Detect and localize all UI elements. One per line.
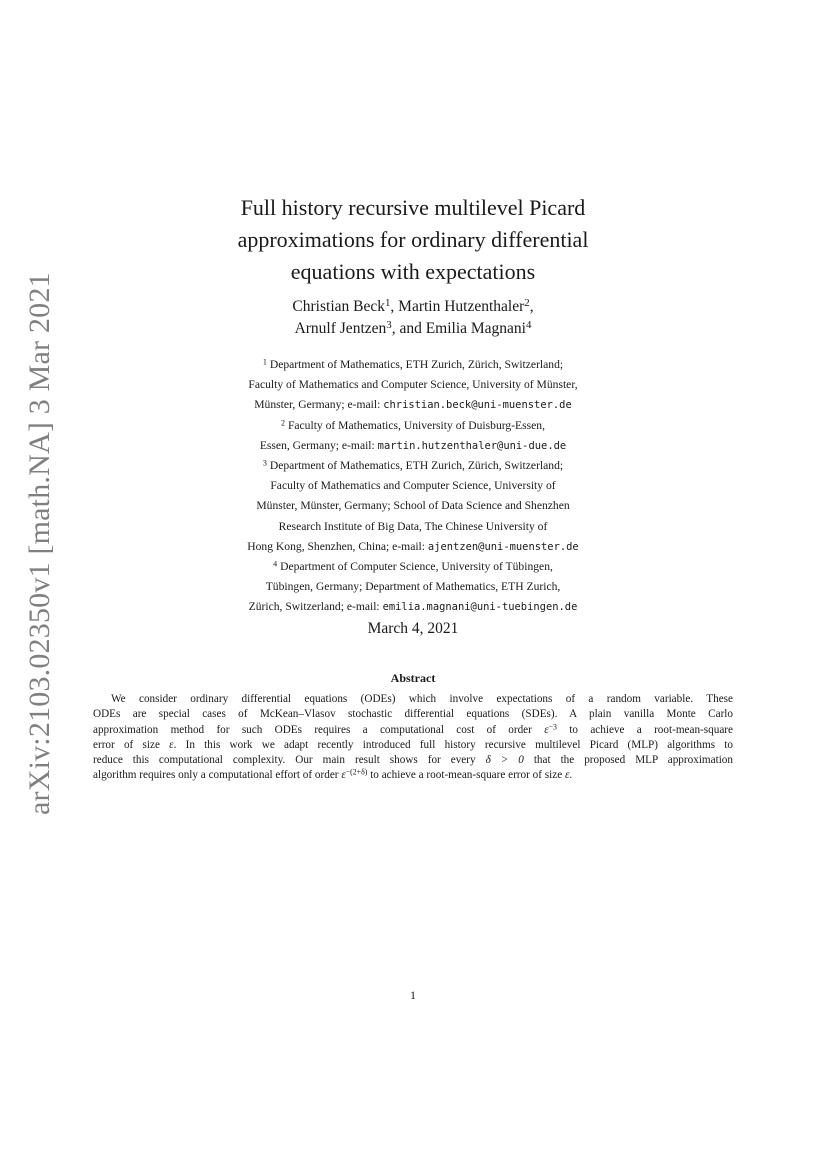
- author-line: [0, 318, 826, 340]
- abstract-text: . In this work we adapt recently introduced full history recursive multilevel Picard (MLP) algorithms to: [173, 738, 733, 751]
- affiliation-line: [0, 436, 826, 456]
- math-exponent: −(2+δ): [345, 767, 368, 777]
- affiliation-line: [0, 557, 826, 577]
- arxiv-sidebar-identifier: arXiv:2103.02350v1 [math.NA] 3 Mar 2021: [23, 272, 56, 815]
- affiliation-mark: 2: [524, 297, 530, 310]
- affiliation-mark: 4: [273, 559, 278, 569]
- author-separator: ,: [529, 298, 534, 315]
- abstract-heading: Abstract: [390, 671, 436, 685]
- author-list: [0, 296, 826, 340]
- abstract-text: error of size: [93, 738, 170, 751]
- affiliation-text: Department of Computer Science, University of Tübingen,: [277, 560, 553, 574]
- title-line: approximations for ordinary differential: [237, 227, 589, 252]
- affiliation-line: [0, 395, 826, 415]
- author-name: , and Emilia Magnani: [391, 320, 526, 337]
- author-name: , Martin Hutzenthaler: [390, 298, 525, 315]
- affiliation-line: [0, 456, 826, 476]
- abstract-line: We consider ordinary differential equations (ODEs) which involve expectations of a random variable. These: [111, 693, 733, 705]
- affiliation-text: Essen, Germany; e-mail:: [259, 438, 378, 452]
- abstract-text: to achieve a root-mean-square error of size: [367, 769, 565, 782]
- affiliation-line: Tübingen, Germany; Department of Mathematics, ETH Zurich,: [265, 580, 561, 594]
- affiliation-line: [0, 416, 826, 436]
- affiliation-line: [0, 537, 826, 557]
- affiliations-block: [0, 355, 826, 618]
- title-line: equations with expectations: [290, 259, 536, 284]
- affiliation-line: [0, 355, 826, 375]
- author-line: [0, 296, 826, 318]
- math-exponent: −3: [548, 722, 557, 732]
- abstract-text: approximation method for such ODEs requires a computational cost of order: [93, 723, 545, 736]
- affiliation-text: Faculty of Mathematics, University of Duisburg-Essen,: [285, 418, 546, 432]
- email-address[interactable]: emilia.magnani@uni-tuebingen.de: [382, 601, 578, 614]
- affiliation-text: Münster, Germany; e-mail:: [254, 398, 384, 412]
- affiliation-line: Faculty of Mathematics and Computer Science, University of Münster,: [248, 378, 578, 392]
- affiliation-mark: 3: [262, 458, 267, 468]
- author-name: Christian Beck: [292, 298, 385, 315]
- abstract-text: .: [569, 769, 573, 782]
- affiliation-mark: 1: [262, 357, 267, 367]
- abstract-line: [93, 753, 733, 768]
- affiliation-mark: 4: [526, 319, 532, 332]
- affiliation-line: [0, 597, 826, 617]
- title-line: Full history recursive multilevel Picard: [240, 195, 586, 220]
- math-epsilon: ε: [564, 769, 570, 782]
- affiliation-mark: 2: [280, 417, 286, 427]
- abstract-text: reduce this computational complexity. Our main result shows for every: [93, 754, 486, 767]
- math-epsilon: ε: [341, 769, 346, 782]
- math-epsilon: ε: [544, 723, 549, 736]
- affiliation-text: Hong Kong, Shenzhen, China; e-mail:: [247, 539, 428, 553]
- page-number: 1: [410, 988, 416, 1002]
- abstract-line: ODEs are special cases of McKean–Vlasov stochastic differential equations (SDEs). A plain vanilla Monte Carlo: [93, 708, 733, 721]
- abstract-text: that the proposed MLP approximation: [523, 754, 733, 767]
- affiliation-line: Research Institute of Big Data, The Chinese University of: [278, 519, 548, 533]
- affiliation-line: Faculty of Mathematics and Computer Science, University of: [270, 479, 556, 493]
- author-name: Arnulf Jentzen: [294, 320, 387, 337]
- abstract-text: to achieve a root-mean-square: [556, 723, 733, 736]
- affiliation-text: Zürich, Switzerland; e-mail:: [248, 600, 383, 614]
- abstract-body: [93, 692, 733, 784]
- abstract-line: [93, 768, 733, 783]
- email-address[interactable]: ajentzen@uni-muenster.de: [427, 540, 579, 553]
- paper-title: [0, 192, 826, 288]
- abstract-text: algorithm requires only a computational effort of order: [93, 769, 342, 782]
- affiliation-line: Münster, Münster, Germany; School of Data Science and Shenzhen: [256, 499, 570, 513]
- math-epsilon: ε: [169, 738, 174, 751]
- email-address[interactable]: christian.beck@uni-muenster.de: [383, 399, 572, 412]
- affiliation-text: Department of Mathematics, ETH Zurich, Zürich, Switzerland;: [266, 459, 564, 473]
- abstract-line: [93, 738, 733, 753]
- email-address[interactable]: martin.hutzenthaler@uni-due.de: [377, 439, 567, 452]
- abstract-line: [93, 723, 733, 738]
- math-delta-condition: δ > 0: [485, 754, 524, 767]
- affiliation-mark: 1: [384, 297, 391, 310]
- publication-date: March 4, 2021: [367, 620, 459, 637]
- affiliation-text: Department of Mathematics, ETH Zurich, Zürich, Switzerland;: [266, 358, 564, 371]
- affiliation-mark: 3: [386, 319, 392, 332]
